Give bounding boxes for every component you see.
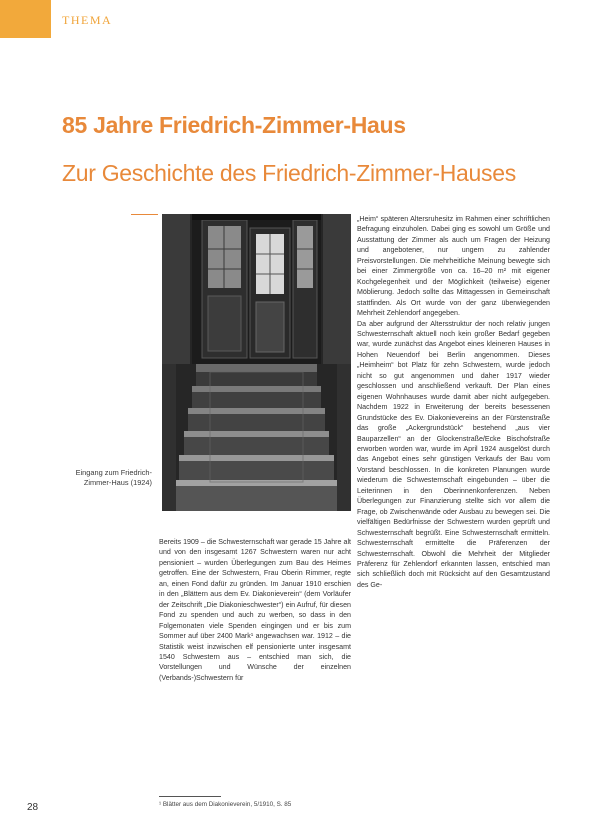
article-title: 85 Jahre Friedrich-Zimmer-Haus bbox=[62, 112, 406, 138]
photo-caption: Eingang zum Friedrich-Zimmer-Haus (1924) bbox=[75, 468, 152, 487]
article-subtitle: Zur Geschichte des Friedrich-Zimmer-Hauses bbox=[62, 160, 516, 186]
section-label: THEMA bbox=[62, 13, 113, 27]
paragraph: Da aber aufgrund der Altersstruktur der noch relativ jungen Schwesternschaft aktuell noch kein großer Bedarf gegeben war, wurde zunächst das Angebot eines kleineren Hauses in Hohen Neuendorf bei Berlin angenommen. Dieses „Heimheim“ bot Platz für zehn Schwestern, wurde jedoch nicht so gut angenommen und daher 1917 wieder geschlossen und anschließend verkauft. Der Plan eines eigenen Wohnhauses wurde damit aber nicht aufgegeben. Nachdem 1922 in Erweiterung der bereits besessenen Grundstücke des Ev. Diakonievereins an der Fürstenstraße das große „Ackergrundstück“ bestehend „aus vier Bauparzellen“ an der Glockenstraße/Ecke Bischofstraße erworben worden war, wurde im April 1924 ausgelöst durch das Angebot eines sehr günstigen Verkaufs der Bau vom Vorstand beschlossen. In die konkreten Planungen wurde wiederum die Schwesternschaft eingebunden – über die Leiterinnen in den Oberinnenkonferenzen. Neben Überlegungen zur Finanzierung stellte sich vor allem die Frage, ob Zwischenwände oder Ausbau zu bewegen sei. Die vielfältigen Bedürfnisse der Schwestern wurden geprüft und Schwesternschaft begrüßt. Eine Schwesternschaft ermitteln. Schwesternschaft ermittelte die Präferenzen der Schwesternschaft. Obwohl die Mehrheit der Mitglieder Präferenz für Zehlendorf erkannten lassen, entschied man sich schließlich doch mit Rücksicht auf den Gesamtzustand des Ge- bbox=[357, 319, 550, 589]
accent-square bbox=[0, 0, 51, 38]
paragraph: „Heim“ späteren Altersruhesitz im Rahmen einer schriftlichen Befragung einzuholen. Dabei ging es sowohl um Größe und Ausstattung der Zimmer als auch um Fragen der Heizung und angebotener, nur ungern zu zahlender Preisvorstellungen. Die mehrheitliche Meinung bewegte sich bei einer Zimmergröße von ca. 16–20 m² mit eigener Kochgelegenheit und der Möglichkeit (teilweise) eigener Möblierung. Jedoch sollte das Mittagessen in Gemeinschaft stattfinden. Als Ort wurde von der ganz überwiegenden Mehrheit Zehlendorf angegeben. bbox=[357, 215, 550, 318]
paragraph: Bereits 1909 – die Schwesternschaft war gerade 15 Jahre alt und von den insgesamt 1267 Schwestern waren nur acht pensioniert – wurden Überlegungen zum Bau des Heimes getroffen. Eine der Schwestern, Frau Oberin Rimmer, regte an, einen Fond dafür zu gründen. Im Januar 1910 erschien in den „Blättern aus dem Ev. Diakonieverein“ (dem Vorläufer der Zeitschrift „Die Diakonieschwester“) ein Aufruf, für diesen Fond zu spenden und auch zu werben, so dass in den Folgemonaten viele Spenden eingingen und er bis zum Sommer auf über 2400 Mark¹ angewachsen war. 1912 – die Statistik weist inzwischen elf pensionierte unter insgesamt 1540 Schwestern aus – entschied man sich, die Vorstellungen und Wünsche der einzelnen (Verbands-)Schwestern für bbox=[159, 538, 351, 682]
footnote-rule bbox=[159, 796, 221, 797]
text-column-left bbox=[159, 537, 351, 683]
text-column-right bbox=[357, 214, 550, 590]
entrance-photo bbox=[162, 214, 351, 511]
page-number: 28 bbox=[27, 802, 39, 813]
entrance-photo-drawing bbox=[162, 214, 351, 511]
orange-rule bbox=[131, 214, 158, 215]
footnote: ¹ Blätter aus dem Diakonieverein, 5/1910, S. 85 bbox=[159, 801, 292, 808]
